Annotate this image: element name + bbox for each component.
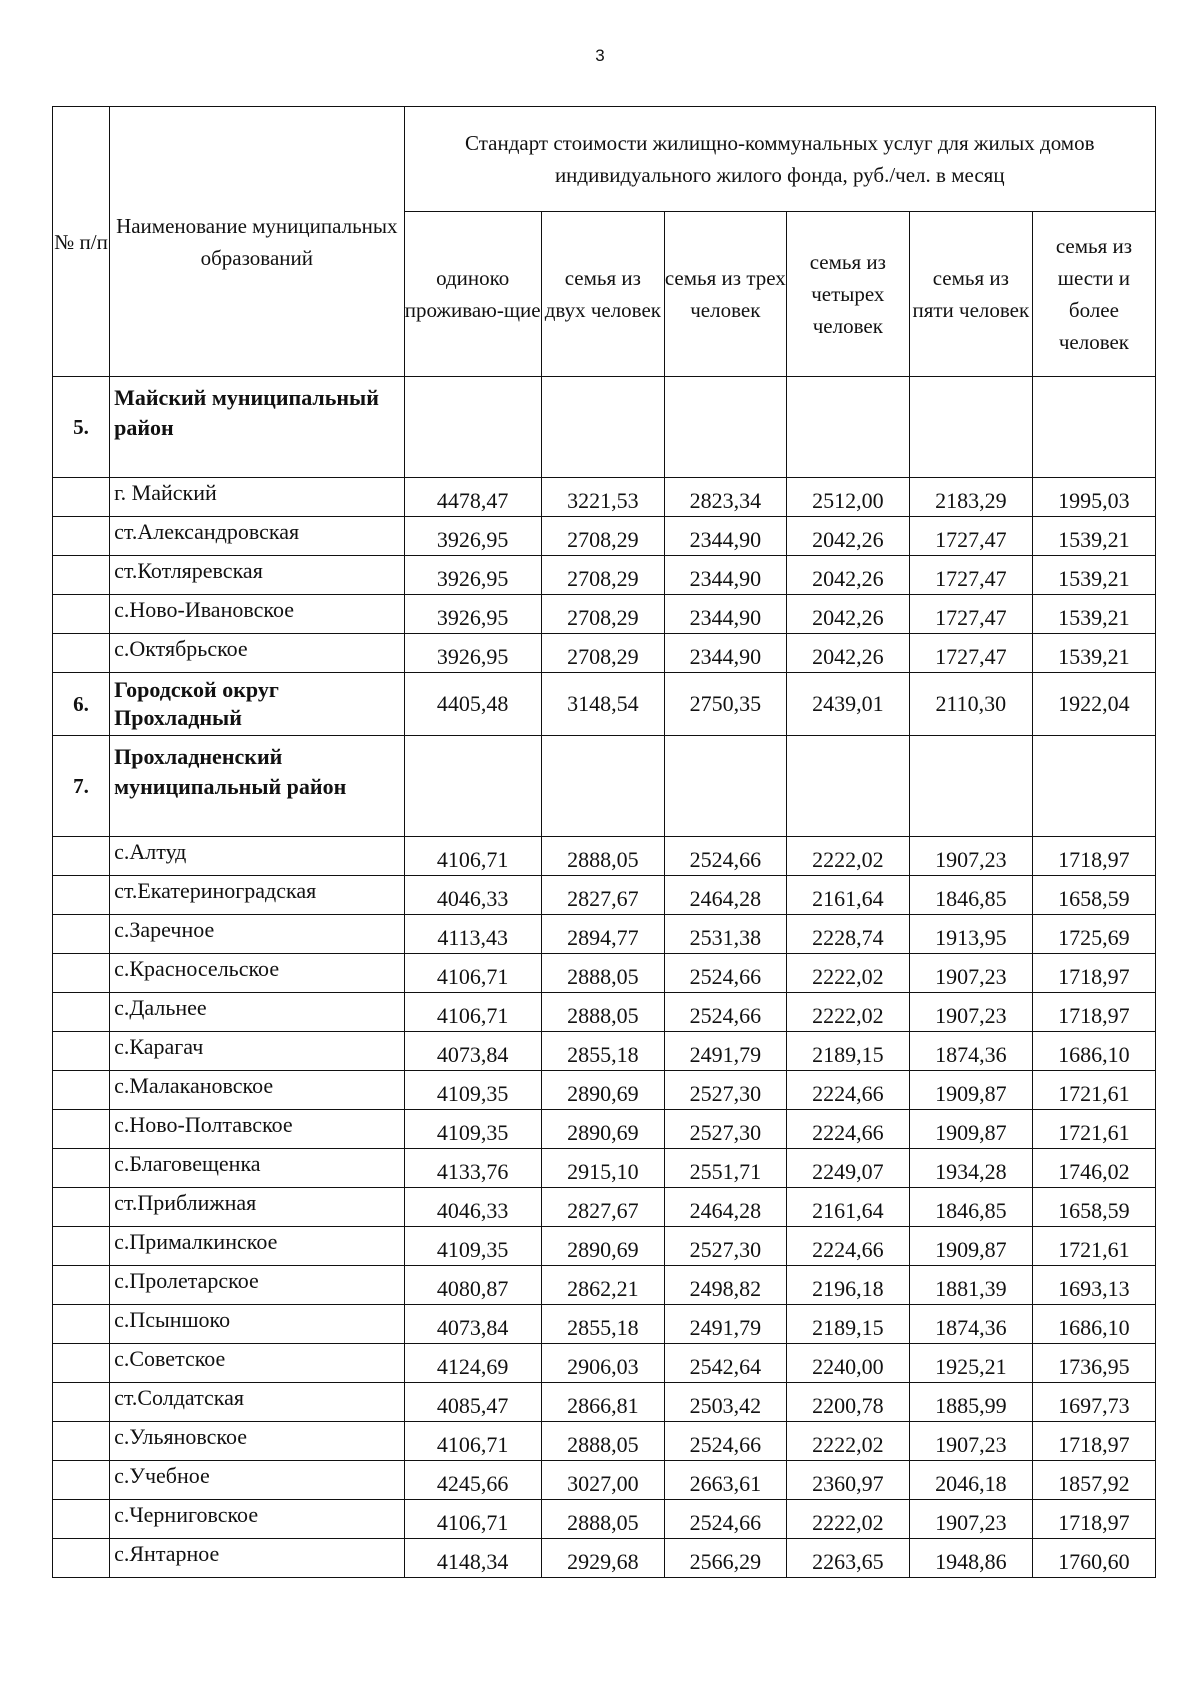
header-col-4: семья из четырех человек [786, 212, 909, 377]
municipality-name: с.Красносельское [110, 954, 404, 993]
value-cell [541, 736, 664, 837]
value-cell: 2498,82 [664, 1266, 786, 1305]
value-cell: 4046,33 [404, 876, 541, 915]
value-cell: 3221,53 [541, 478, 664, 517]
value-cell: 2527,30 [664, 1071, 786, 1110]
value-cell: 2200,78 [786, 1383, 909, 1422]
value-cell: 1907,23 [909, 837, 1032, 876]
value-cell: 2524,66 [664, 1422, 786, 1461]
municipality-name: с.Псыншоко [110, 1305, 404, 1344]
row-number [53, 1422, 110, 1461]
value-cell: 4106,71 [404, 1500, 541, 1539]
value-cell: 1922,04 [1032, 673, 1155, 736]
value-cell: 1909,87 [909, 1071, 1032, 1110]
section-name: Городской округ Прохладный [110, 673, 404, 736]
value-cell: 2344,90 [664, 634, 786, 673]
section-number: 6. [53, 673, 110, 736]
table-row [53, 1110, 1156, 1149]
section-row [53, 377, 1156, 478]
value-cell: 4478,47 [404, 478, 541, 517]
value-cell: 3926,95 [404, 517, 541, 556]
value-cell: 2344,90 [664, 517, 786, 556]
header-group: Стандарт стоимости жилищно-коммунальных услуг для жилых домов индивидуального жилого фонда, руб./чел. в месяц [404, 107, 1155, 212]
value-cell: 1995,03 [1032, 478, 1155, 517]
value-cell: 2827,67 [541, 876, 664, 915]
value-cell: 2929,68 [541, 1539, 664, 1578]
row-number [53, 1032, 110, 1071]
value-cell: 2183,29 [909, 478, 1032, 517]
municipality-name: с.Янтарное [110, 1539, 404, 1578]
municipality-name: с.Октябрьское [110, 634, 404, 673]
value-cell: 4405,48 [404, 673, 541, 736]
value-cell: 2189,15 [786, 1305, 909, 1344]
table-row [53, 837, 1156, 876]
value-cell: 2189,15 [786, 1032, 909, 1071]
municipality-name: с.Малакановское [110, 1071, 404, 1110]
row-number [53, 993, 110, 1032]
value-cell: 2249,07 [786, 1149, 909, 1188]
header-num: № п/п [53, 107, 110, 377]
value-cell: 4133,76 [404, 1149, 541, 1188]
value-cell: 1760,60 [1032, 1539, 1155, 1578]
table-row [53, 595, 1156, 634]
table-row [53, 1500, 1156, 1539]
value-cell: 2263,65 [786, 1539, 909, 1578]
value-cell: 2222,02 [786, 954, 909, 993]
value-cell: 1907,23 [909, 993, 1032, 1032]
header-col-2: семья из двух человек [541, 212, 664, 377]
value-cell: 2890,69 [541, 1110, 664, 1149]
municipality-name: ст.Котляревская [110, 556, 404, 595]
value-cell [664, 736, 786, 837]
section-row [53, 736, 1156, 837]
value-cell: 1658,59 [1032, 1188, 1155, 1227]
municipality-name: ст.Александровская [110, 517, 404, 556]
housing-cost-table [52, 106, 1156, 1578]
value-cell: 2222,02 [786, 1422, 909, 1461]
row-number [53, 478, 110, 517]
row-number [53, 1461, 110, 1500]
table-row [53, 517, 1156, 556]
table-row [53, 1305, 1156, 1344]
row-number [53, 556, 110, 595]
value-cell: 1874,36 [909, 1305, 1032, 1344]
value-cell: 1721,61 [1032, 1071, 1155, 1110]
header-col-1: одиноко проживаю-щие [404, 212, 541, 377]
row-number [53, 915, 110, 954]
value-cell: 4124,69 [404, 1344, 541, 1383]
value-cell: 2344,90 [664, 595, 786, 634]
table-row [53, 993, 1156, 1032]
table-row [53, 634, 1156, 673]
value-cell: 4109,35 [404, 1110, 541, 1149]
value-cell: 2196,18 [786, 1266, 909, 1305]
value-cell [404, 377, 541, 478]
value-cell: 2888,05 [541, 954, 664, 993]
value-cell: 1686,10 [1032, 1305, 1155, 1344]
section-name: Майский муниципальный район [110, 377, 404, 478]
value-cell: 2512,00 [786, 478, 909, 517]
value-cell: 1885,99 [909, 1383, 1032, 1422]
header-col-3: семья из трех человек [664, 212, 786, 377]
municipality-name: с.Карагач [110, 1032, 404, 1071]
value-cell: 2046,18 [909, 1461, 1032, 1500]
municipality-name: с.Заречное [110, 915, 404, 954]
value-cell: 2224,66 [786, 1071, 909, 1110]
value-cell [909, 377, 1032, 478]
value-cell: 3926,95 [404, 595, 541, 634]
row-number [53, 1227, 110, 1266]
value-cell: 2566,29 [664, 1539, 786, 1578]
value-cell: 2042,26 [786, 634, 909, 673]
value-cell: 2503,42 [664, 1383, 786, 1422]
value-cell: 1693,13 [1032, 1266, 1155, 1305]
value-cell: 2240,00 [786, 1344, 909, 1383]
value-cell: 2915,10 [541, 1149, 664, 1188]
value-cell: 1725,69 [1032, 915, 1155, 954]
value-cell: 1718,97 [1032, 993, 1155, 1032]
value-cell: 1727,47 [909, 556, 1032, 595]
row-number [53, 517, 110, 556]
value-cell: 4245,66 [404, 1461, 541, 1500]
value-cell: 3027,00 [541, 1461, 664, 1500]
value-cell: 2464,28 [664, 876, 786, 915]
value-cell: 2439,01 [786, 673, 909, 736]
value-cell: 2862,21 [541, 1266, 664, 1305]
value-cell: 1874,36 [909, 1032, 1032, 1071]
value-cell: 2894,77 [541, 915, 664, 954]
value-cell: 1539,21 [1032, 556, 1155, 595]
table-row [53, 954, 1156, 993]
table-row [53, 1344, 1156, 1383]
header-col-5: семья из пяти человек [909, 212, 1032, 377]
value-cell: 1846,85 [909, 876, 1032, 915]
municipality-name: с.Ново-Полтавское [110, 1110, 404, 1149]
value-cell: 2888,05 [541, 1500, 664, 1539]
row-number [53, 1500, 110, 1539]
value-cell: 1718,97 [1032, 1422, 1155, 1461]
value-cell: 1686,10 [1032, 1032, 1155, 1071]
value-cell: 2866,81 [541, 1383, 664, 1422]
value-cell: 1934,28 [909, 1149, 1032, 1188]
value-cell: 1907,23 [909, 954, 1032, 993]
value-cell: 4106,71 [404, 993, 541, 1032]
value-cell: 2542,64 [664, 1344, 786, 1383]
value-cell: 1881,39 [909, 1266, 1032, 1305]
value-cell: 4148,34 [404, 1539, 541, 1578]
value-cell: 1718,97 [1032, 1500, 1155, 1539]
value-cell: 4106,71 [404, 837, 541, 876]
municipality-name: с.Советское [110, 1344, 404, 1383]
row-number [53, 1188, 110, 1227]
row-number [53, 954, 110, 993]
value-cell: 1907,23 [909, 1422, 1032, 1461]
value-cell: 2531,38 [664, 915, 786, 954]
section-row [53, 673, 1156, 736]
table-row [53, 1383, 1156, 1422]
value-cell: 2855,18 [541, 1305, 664, 1344]
value-cell: 3926,95 [404, 556, 541, 595]
value-cell [786, 377, 909, 478]
value-cell: 1907,23 [909, 1500, 1032, 1539]
municipality-name: ст.Приближная [110, 1188, 404, 1227]
value-cell: 2161,64 [786, 1188, 909, 1227]
value-cell: 4109,35 [404, 1227, 541, 1266]
value-cell: 2344,90 [664, 556, 786, 595]
municipality-name: с.Дальнее [110, 993, 404, 1032]
value-cell: 2890,69 [541, 1071, 664, 1110]
section-number: 7. [53, 736, 110, 837]
row-number [53, 1266, 110, 1305]
value-cell: 3148,54 [541, 673, 664, 736]
value-cell: 2110,30 [909, 673, 1032, 736]
row-number [53, 1071, 110, 1110]
value-cell [1032, 377, 1155, 478]
value-cell: 2906,03 [541, 1344, 664, 1383]
value-cell: 2360,97 [786, 1461, 909, 1500]
value-cell: 2708,29 [541, 634, 664, 673]
value-cell [404, 736, 541, 837]
value-cell: 2855,18 [541, 1032, 664, 1071]
value-cell: 1846,85 [909, 1188, 1032, 1227]
value-cell: 2524,66 [664, 993, 786, 1032]
header-col-6: семья из шести и более человек [1032, 212, 1155, 377]
value-cell: 2222,02 [786, 1500, 909, 1539]
value-cell: 2491,79 [664, 1032, 786, 1071]
value-cell: 1857,92 [1032, 1461, 1155, 1500]
value-cell: 4109,35 [404, 1071, 541, 1110]
value-cell: 2222,02 [786, 993, 909, 1032]
value-cell: 2827,67 [541, 1188, 664, 1227]
table-row [53, 1149, 1156, 1188]
value-cell: 1721,61 [1032, 1227, 1155, 1266]
value-cell: 1697,73 [1032, 1383, 1155, 1422]
section-number: 5. [53, 377, 110, 478]
value-cell: 2042,26 [786, 517, 909, 556]
value-cell: 1718,97 [1032, 837, 1155, 876]
value-cell: 1913,95 [909, 915, 1032, 954]
value-cell: 1925,21 [909, 1344, 1032, 1383]
value-cell: 4106,71 [404, 1422, 541, 1461]
row-number [53, 837, 110, 876]
value-cell: 2823,34 [664, 478, 786, 517]
value-cell: 3926,95 [404, 634, 541, 673]
value-cell: 2708,29 [541, 517, 664, 556]
value-cell: 1658,59 [1032, 876, 1155, 915]
value-cell: 2222,02 [786, 837, 909, 876]
value-cell: 2224,66 [786, 1110, 909, 1149]
value-cell: 4113,43 [404, 915, 541, 954]
table-row [53, 1032, 1156, 1071]
value-cell: 1736,95 [1032, 1344, 1155, 1383]
value-cell: 1718,97 [1032, 954, 1155, 993]
value-cell: 2888,05 [541, 993, 664, 1032]
table-row [53, 1188, 1156, 1227]
table-row [53, 1227, 1156, 1266]
table-row [53, 1266, 1156, 1305]
municipality-name: с.Прималкинское [110, 1227, 404, 1266]
section-name: Прохладненский муниципальный район [110, 736, 404, 837]
value-cell: 1909,87 [909, 1227, 1032, 1266]
row-number [53, 1539, 110, 1578]
value-cell: 1727,47 [909, 595, 1032, 634]
value-cell: 1539,21 [1032, 595, 1155, 634]
value-cell: 2224,66 [786, 1227, 909, 1266]
row-number [53, 595, 110, 634]
municipality-name: ст.Екатериноградская [110, 876, 404, 915]
value-cell: 2663,61 [664, 1461, 786, 1500]
table-row [53, 1071, 1156, 1110]
municipality-name: с.Благовещенка [110, 1149, 404, 1188]
value-cell: 1727,47 [909, 517, 1032, 556]
value-cell: 4073,84 [404, 1032, 541, 1071]
value-cell: 4046,33 [404, 1188, 541, 1227]
municipality-name: с.Алтуд [110, 837, 404, 876]
row-number [53, 634, 110, 673]
value-cell [664, 377, 786, 478]
value-cell: 2464,28 [664, 1188, 786, 1227]
row-number [53, 1305, 110, 1344]
row-number [53, 1344, 110, 1383]
municipality-name: с.Черниговское [110, 1500, 404, 1539]
value-cell: 2527,30 [664, 1110, 786, 1149]
page-number: 3 [595, 46, 605, 65]
row-number [53, 1383, 110, 1422]
value-cell: 4085,47 [404, 1383, 541, 1422]
value-cell [1032, 736, 1155, 837]
value-cell: 1909,87 [909, 1110, 1032, 1149]
value-cell: 1727,47 [909, 634, 1032, 673]
row-number [53, 1149, 110, 1188]
value-cell: 2161,64 [786, 876, 909, 915]
municipality-name: с.Пролетарское [110, 1266, 404, 1305]
value-cell: 2708,29 [541, 595, 664, 634]
row-number [53, 1110, 110, 1149]
value-cell [909, 736, 1032, 837]
table-row [53, 915, 1156, 954]
value-cell: 2524,66 [664, 954, 786, 993]
municipality-name: с.Ульяновское [110, 1422, 404, 1461]
value-cell: 2890,69 [541, 1227, 664, 1266]
value-cell: 2524,66 [664, 1500, 786, 1539]
value-cell [786, 736, 909, 837]
value-cell: 2551,71 [664, 1149, 786, 1188]
value-cell: 4106,71 [404, 954, 541, 993]
value-cell: 1746,02 [1032, 1149, 1155, 1188]
value-cell: 2228,74 [786, 915, 909, 954]
value-cell: 2042,26 [786, 556, 909, 595]
value-cell: 1539,21 [1032, 634, 1155, 673]
value-cell: 2708,29 [541, 556, 664, 595]
table-row [53, 876, 1156, 915]
row-number [53, 876, 110, 915]
value-cell: 1721,61 [1032, 1110, 1155, 1149]
value-cell: 4080,87 [404, 1266, 541, 1305]
value-cell: 2527,30 [664, 1227, 786, 1266]
table-row [53, 1461, 1156, 1500]
value-cell: 2888,05 [541, 837, 664, 876]
value-cell: 4073,84 [404, 1305, 541, 1344]
value-cell [541, 377, 664, 478]
value-cell: 1539,21 [1032, 517, 1155, 556]
municipality-name: с.Учебное [110, 1461, 404, 1500]
value-cell: 2491,79 [664, 1305, 786, 1344]
table-body [53, 377, 1156, 1578]
table-row [53, 478, 1156, 517]
municipality-name: г. Майский [110, 478, 404, 517]
value-cell: 2042,26 [786, 595, 909, 634]
table-row [53, 1539, 1156, 1578]
value-cell: 2524,66 [664, 837, 786, 876]
table-row [53, 556, 1156, 595]
value-cell: 1948,86 [909, 1539, 1032, 1578]
municipality-name: с.Ново-Ивановское [110, 595, 404, 634]
value-cell: 2750,35 [664, 673, 786, 736]
header-name: Наименование муниципальных образований [110, 107, 404, 377]
table-row [53, 1422, 1156, 1461]
municipality-name: ст.Солдатская [110, 1383, 404, 1422]
value-cell: 2888,05 [541, 1422, 664, 1461]
